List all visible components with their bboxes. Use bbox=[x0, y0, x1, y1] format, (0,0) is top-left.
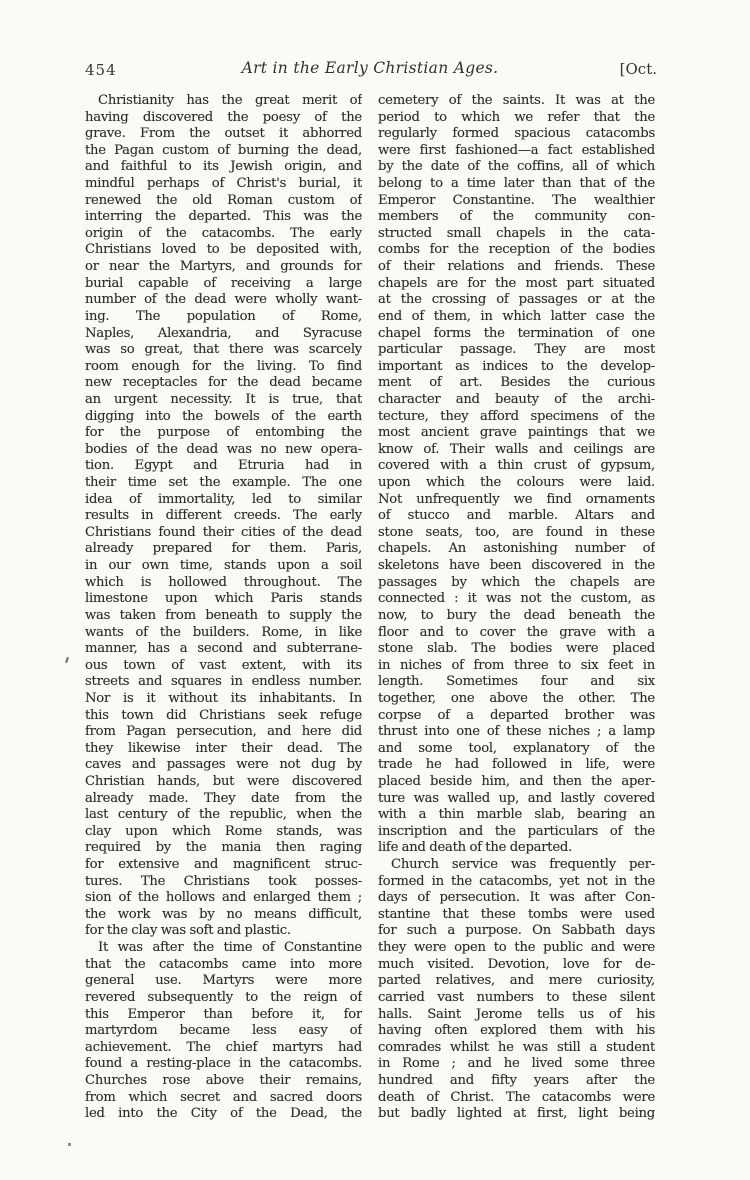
text-line: for extensive and magnificent struc- bbox=[85, 857, 362, 873]
text-line: Christians found their cities of the dead bbox=[85, 524, 362, 540]
text-line: Not unfrequently we find ornaments bbox=[378, 491, 655, 507]
text-line: structed small chapels in the cata- bbox=[378, 225, 655, 241]
text-line: and some tool, explanatory of the bbox=[378, 740, 655, 756]
text-line: this town did Christians seek refuge bbox=[85, 707, 362, 723]
text-line: from which secret and sacred doors bbox=[85, 1089, 362, 1105]
text-line: general use. Martyrs were more bbox=[85, 973, 362, 989]
text-line: important as indices to the develop- bbox=[378, 358, 655, 374]
text-line: renewed the old Roman custom of bbox=[85, 192, 362, 208]
text-line: caves and passages were not dug by bbox=[85, 757, 362, 773]
text-line: floor and to cover the grave with a bbox=[378, 624, 655, 640]
stray-mark bbox=[68, 1143, 71, 1146]
text-line: number of the dead were wholly want- bbox=[85, 292, 362, 308]
text-line: days of persecution. It was after Con- bbox=[378, 890, 655, 906]
text-line: tion. Egypt and Etruria had in bbox=[85, 458, 362, 474]
text-line: required by the mania then raging bbox=[85, 840, 362, 856]
text-line: streets and squares in endless number. bbox=[85, 674, 362, 690]
text-line: upon which the colours were laid. bbox=[378, 475, 655, 491]
text-line: with a thin marble slab, bearing an bbox=[378, 807, 655, 823]
text-line: or near the Martyrs, and grounds for bbox=[85, 259, 362, 275]
stray-mark bbox=[65, 657, 69, 663]
text-line: new receptacles for the dead became bbox=[85, 375, 362, 391]
text-line: Nor is it without its inhabitants. In bbox=[85, 690, 362, 706]
text-line: their time set the example. The one bbox=[85, 475, 362, 491]
text-line: the Pagan custom of burning the dead, bbox=[85, 142, 362, 158]
text-line: of stucco and marble. Altars and bbox=[378, 508, 655, 524]
text-line: already prepared for them. Paris, bbox=[85, 541, 362, 557]
text-line: Christians loved to be deposited with, bbox=[85, 242, 362, 258]
text-line: end of them, in which latter case the bbox=[378, 308, 655, 324]
text-line: which is hollowed throughout. The bbox=[85, 574, 362, 590]
text-line: by the date of the coffins, all of which bbox=[378, 159, 655, 175]
text-line: stone seats, too, are found in these bbox=[378, 524, 655, 540]
text-line: Emperor Constantine. The wealthier bbox=[378, 192, 655, 208]
text-line: trade he had followed in life, were bbox=[378, 757, 655, 773]
text-line: regularly formed spacious catacombs bbox=[378, 126, 655, 142]
text-line: members of the community con- bbox=[378, 209, 655, 225]
text-line: halls. Saint Jerome tells us of his bbox=[378, 1006, 655, 1022]
text-line: this Emperor than before it, for bbox=[85, 1006, 362, 1022]
text-line: corpse of a departed brother was bbox=[378, 707, 655, 723]
text-line: ture was walled up, and lastly covered bbox=[378, 790, 655, 806]
text-line: they likewise inter their dead. The bbox=[85, 740, 362, 756]
text-line: of their relations and friends. These bbox=[378, 259, 655, 275]
running-title: Art in the Early Christian Ages. bbox=[241, 59, 499, 77]
text-line: Christianity has the great merit of bbox=[98, 93, 362, 108]
text-line: parted relatives, and mere curiosity, bbox=[378, 973, 655, 989]
text-line: at the crossing of passages or at the bbox=[378, 292, 655, 308]
text-line: revered subsequently to the reign of bbox=[85, 989, 362, 1005]
text-line: but badly lighted at first, light being bbox=[378, 1106, 655, 1122]
text-line: now, to bury the dead beneath the bbox=[378, 607, 655, 623]
text-line: in Rome ; and he lived some three bbox=[378, 1056, 655, 1072]
text-line: know of. Their walls and ceilings are bbox=[378, 441, 655, 457]
text-line: combs for the reception of the bodies bbox=[378, 242, 655, 258]
text-line: in our own time, stands upon a soil bbox=[85, 558, 362, 574]
text-line: ment of art. Besides the curious bbox=[378, 375, 655, 391]
text-line: passages by which the chapels are bbox=[378, 574, 655, 590]
text-line: having often explored them with his bbox=[378, 1023, 655, 1039]
text-line: thrust into one of these niches ; a lamp bbox=[378, 724, 655, 740]
text-line: period to which we refer that the bbox=[378, 109, 655, 125]
text-line: It was after the time of Constantine bbox=[98, 940, 362, 956]
text-line: length. Sometimes four and six bbox=[378, 674, 655, 690]
text-line: Christian hands, but were discovered bbox=[85, 773, 362, 789]
text-line: in niches of from three to six feet in bbox=[378, 657, 655, 673]
text-line: chapel forms the termination of one bbox=[378, 325, 655, 341]
text-line: martyrdom became less easy of bbox=[85, 1023, 362, 1039]
text-line: burial capable of receiving a large bbox=[85, 275, 362, 291]
text-line: for the clay was soft and plastic. bbox=[85, 923, 291, 939]
text-line: achievement. The chief martyrs had bbox=[85, 1039, 362, 1055]
text-line: and faithful to its Jewish origin, and bbox=[85, 159, 362, 175]
text-line: life and death of the departed. bbox=[378, 840, 573, 856]
text-line: chapels. An astonishing number of bbox=[378, 541, 655, 557]
text-line: was so great, that there was scarcely bbox=[85, 342, 362, 358]
page-number: 454 bbox=[85, 61, 117, 79]
text-line: character and beauty of the archi- bbox=[378, 391, 655, 407]
text-line: wants of the builders. Rome, in like bbox=[85, 624, 362, 640]
text-line: stone slab. The bodies were placed bbox=[378, 641, 655, 657]
text-line: tures. The Christians took posses- bbox=[85, 873, 362, 889]
text-column-left bbox=[85, 93, 362, 1123]
text-line: bodies of the dead was no new opera- bbox=[85, 441, 362, 457]
text-line: connected : it was not the custom, as bbox=[378, 591, 655, 607]
text-line: mindful perhaps of Christ's burial, it bbox=[85, 176, 362, 192]
text-line: ous town of vast extent, with its bbox=[85, 657, 362, 673]
text-line: skeletons have been discovered in the bbox=[378, 558, 655, 574]
text-line: were first fashioned—a fact established bbox=[378, 142, 655, 158]
text-line: for such a purpose. On Sabbath days bbox=[378, 923, 655, 939]
text-line: particular passage. They are most bbox=[378, 342, 655, 358]
text-line: much visited. Devotion, love for de- bbox=[378, 956, 655, 972]
text-line: origin of the catacombs. The early bbox=[85, 225, 362, 241]
text-line: room enough for the living. To find bbox=[85, 358, 362, 374]
text-line: an urgent necessity. It is true, that bbox=[85, 391, 362, 407]
text-line: Church service was frequently per- bbox=[391, 857, 655, 873]
text-line: the work was by no means difficult, bbox=[85, 906, 362, 922]
text-line: from Pagan persecution, and here did bbox=[85, 724, 362, 740]
text-line: clay upon which Rome stands, was bbox=[85, 823, 362, 839]
text-line: inscription and the particulars of the bbox=[378, 823, 655, 839]
text-line: grave. From the outset it abhorred bbox=[85, 126, 362, 142]
text-line: Churches rose above their remains, bbox=[85, 1072, 362, 1088]
text-line: most ancient grave paintings that we bbox=[378, 425, 655, 441]
text-line: ing. The population of Rome, bbox=[85, 308, 362, 324]
text-line: already made. They date from the bbox=[85, 790, 362, 806]
text-line: manner, has a second and subterrane- bbox=[85, 641, 362, 657]
text-line: belong to a time later than that of the bbox=[378, 176, 655, 192]
text-line: together, one above the other. The bbox=[378, 690, 655, 706]
text-line: led into the City of the Dead, the bbox=[85, 1106, 362, 1122]
text-line: tecture, they afford specimens of the bbox=[378, 408, 655, 424]
text-line: for the purpose of entombing the bbox=[85, 425, 362, 441]
text-line: cemetery of the saints. It was at the bbox=[378, 93, 655, 108]
text-line: found a resting-place in the catacombs. bbox=[85, 1056, 362, 1072]
text-line: last century of the republic, when the bbox=[85, 807, 362, 823]
text-line: carried vast numbers to these silent bbox=[378, 989, 655, 1005]
issue-date: [Oct. bbox=[619, 60, 657, 78]
text-line: limestone upon which Paris stands bbox=[85, 591, 362, 607]
text-line: stantine that these tombs were used bbox=[378, 906, 655, 922]
text-line: results in different creeds. The early bbox=[85, 508, 362, 524]
text-line: death of Christ. The catacombs were bbox=[378, 1089, 655, 1105]
text-line: idea of immortality, led to similar bbox=[85, 491, 362, 507]
text-line: comrades whilst he was still a student bbox=[378, 1039, 655, 1055]
text-line: placed beside him, and then the aper- bbox=[378, 773, 655, 789]
text-line: covered with a thin crust of gypsum, bbox=[378, 458, 655, 474]
text-line: having discovered the poesy of the bbox=[85, 109, 362, 125]
text-line: sion of the hollows and enlarged them ; bbox=[85, 890, 362, 906]
text-line: Naples, Alexandria, and Syracuse bbox=[85, 325, 362, 341]
text-line: formed in the catacombs, yet not in the bbox=[378, 873, 655, 889]
text-line: was taken from beneath to supply the bbox=[85, 607, 362, 623]
text-line: interring the departed. This was the bbox=[85, 209, 362, 225]
text-line: hundred and fifty years after the bbox=[378, 1072, 655, 1088]
text-line: chapels are for the most part situated bbox=[378, 275, 655, 291]
text-column-right bbox=[378, 93, 655, 1123]
text-line: digging into the bowels of the earth bbox=[85, 408, 362, 424]
text-line: they were open to the public and were bbox=[378, 940, 655, 956]
text-line: that the catacombs came into more bbox=[85, 956, 362, 972]
